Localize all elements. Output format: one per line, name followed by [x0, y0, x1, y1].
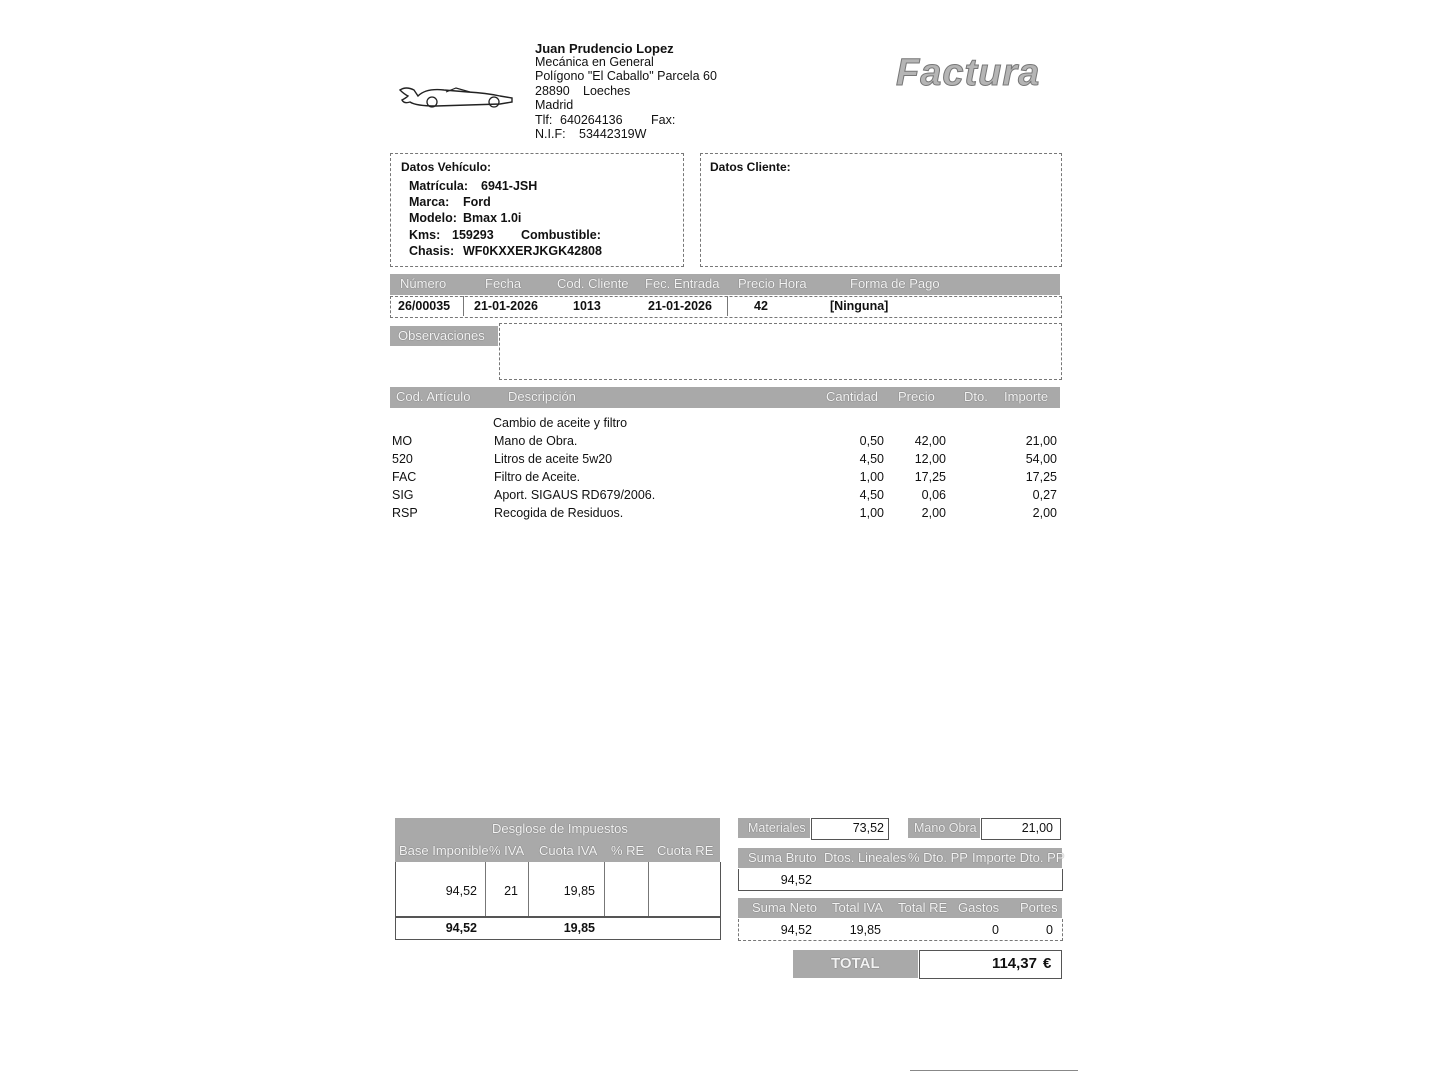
- marca-label: Marca:: [409, 195, 450, 209]
- total-re-label: Total RE: [898, 900, 948, 915]
- suma-neto-value: 94,52: [780, 923, 812, 937]
- summary-row2-header: [738, 848, 1065, 868]
- item-cantidad: 4,50: [859, 452, 884, 466]
- item-cantidad: 1,00: [859, 506, 884, 520]
- item-cantidad: 0,50: [859, 434, 884, 448]
- gastos-value: 0: [992, 923, 999, 937]
- item-desc: Litros de aceite 5w20: [494, 452, 613, 466]
- car-logo: [396, 82, 518, 110]
- gastos-label: Gastos: [958, 900, 1000, 915]
- suma-neto-label: Suma Neto: [752, 900, 818, 915]
- item-desc: Aport. SIGAUS RD679/2006.: [494, 488, 656, 502]
- tax-base-value: 94,52: [445, 884, 477, 898]
- dtos-lineales-label: Dtos. Lineales: [824, 850, 907, 865]
- item-precio: 12,00: [914, 452, 946, 466]
- forma-pago-value: [Ninguna]: [830, 299, 889, 313]
- chasis-value: WF0KXXERJKGK42808: [463, 244, 602, 258]
- items-col-desc: Descripción: [508, 389, 576, 404]
- portes-label: Portes: [1020, 900, 1058, 915]
- tax-col-base: Base Imponible: [399, 843, 489, 858]
- tax-col-iva-pct: % IVA: [489, 843, 525, 858]
- company-tlf: 640264136: [560, 113, 623, 127]
- item-cantidad: 1,00: [859, 470, 884, 484]
- tax-total-base: 94,52: [445, 921, 477, 935]
- client-section-title: Datos Cliente:: [710, 160, 791, 174]
- tax-col-cuota-iva: Cuota IVA: [539, 843, 598, 858]
- col-numero: Número: [400, 276, 447, 291]
- item-desc: Filtro de Aceite.: [494, 470, 581, 484]
- item-cantidad: 4,50: [859, 488, 884, 502]
- matricula-value: 6941-JSH: [481, 179, 538, 193]
- items-col-dto: Dto.: [964, 389, 988, 404]
- item-desc: Mano de Obra.: [494, 434, 578, 448]
- precio-hora-value: 42: [754, 299, 768, 313]
- numero-value: 26/00035: [398, 299, 451, 313]
- dto-pp-label: % Dto. PP: [908, 850, 968, 865]
- marca-value: Ford: [463, 195, 491, 209]
- suma-bruto-value: 94,52: [780, 873, 812, 887]
- cod-cliente-value: 1013: [573, 299, 601, 313]
- chasis-label: Chasis:: [409, 244, 455, 258]
- col-precio-hora: Precio Hora: [738, 276, 807, 291]
- company-activity: Mecánica en General: [535, 55, 654, 69]
- observaciones-label-bar: [390, 326, 498, 346]
- company-nif: 53442319W: [579, 127, 647, 141]
- tax-col-cuota-re: Cuota RE: [657, 843, 714, 858]
- document-title: Factura: [896, 52, 1041, 94]
- mano-obra-label: Mano Obra: [908, 818, 980, 838]
- col-forma-pago: Forma de Pago: [850, 276, 940, 291]
- invoice-header-bar: [390, 274, 1060, 295]
- tax-header-bar: [395, 818, 720, 862]
- observaciones-box: [499, 323, 1062, 380]
- item-desc: Recogida de Residuos.: [494, 506, 624, 520]
- vehicle-section-title: Datos Vehículo:: [401, 160, 492, 174]
- combustible-label: Combustible:: [521, 228, 601, 242]
- items-col-cod: Cod. Artículo: [396, 389, 471, 404]
- item-precio: 17,25: [914, 470, 946, 484]
- item-cod: FAC: [392, 470, 417, 484]
- modelo-value: Bmax 1.0i: [463, 211, 522, 225]
- materiales-label: Materiales: [738, 818, 810, 838]
- tax-cuota-iva-value: 19,85: [563, 884, 595, 898]
- items-col-importe: Importe: [1004, 389, 1049, 404]
- suma-bruto-label: Suma Bruto: [748, 850, 817, 865]
- item-cod: RSP: [392, 506, 418, 520]
- importe-dto-pp-label: Importe Dto. PP: [972, 850, 1065, 865]
- item-importe: 21,00: [1025, 434, 1057, 448]
- footer-line: [910, 1070, 1078, 1071]
- col-fecha: Fecha: [485, 276, 522, 291]
- total-value: 114,37: [991, 955, 1037, 972]
- item-cod: MO: [392, 434, 413, 448]
- modelo-label: Modelo:: [409, 211, 457, 225]
- tax-total-cuota-iva: 19,85: [563, 921, 595, 935]
- total-iva-label: Total IVA: [832, 900, 884, 915]
- kms-value: 159293: [452, 228, 494, 242]
- tax-col-re-pct: % RE: [611, 843, 645, 858]
- matricula-label: Matrícula:: [409, 179, 469, 193]
- total-label: TOTAL: [831, 955, 880, 972]
- materiales-value: 73,52: [852, 821, 884, 835]
- item-importe: 2,00: [1032, 506, 1057, 520]
- items-col-cantidad: Cantidad: [826, 389, 879, 404]
- item-precio: 2,00: [921, 506, 946, 520]
- col-cod-cliente: Cod. Cliente: [557, 276, 629, 291]
- company-nif-label: N.I.F:: [535, 127, 566, 141]
- company-fax-label: Fax:: [651, 113, 676, 127]
- company-address: Polígono "El Caballo" Parcela 60: [535, 69, 717, 83]
- item-cod: 520: [392, 452, 413, 466]
- tax-iva-pct-value: 21: [504, 884, 518, 898]
- fecha-value: 21-01-2026: [474, 299, 538, 313]
- fec-entrada-value: 21-01-2026: [648, 299, 712, 313]
- item-importe: 54,00: [1025, 452, 1057, 466]
- summary-row3-header: [738, 898, 1062, 918]
- portes-value: 0: [1046, 923, 1053, 937]
- company-city: Loeches: [583, 84, 631, 98]
- item-cod: SIG: [392, 488, 414, 502]
- item-precio: 42,00: [914, 434, 946, 448]
- item-importe: 17,25: [1025, 470, 1057, 484]
- items-col-precio: Precio: [898, 389, 935, 404]
- company-name: Juan Prudencio Lopez: [535, 41, 674, 56]
- tax-title: Desglose de Impuestos: [492, 821, 628, 836]
- total-currency: €: [1043, 955, 1052, 972]
- observaciones-label: Observaciones: [398, 328, 485, 343]
- items-header-bar: [390, 387, 1060, 408]
- col-fec-entrada: Fec. Entrada: [645, 276, 720, 291]
- item-precio: 0,06: [921, 488, 946, 502]
- item-importe: 0,27: [1032, 488, 1057, 502]
- items-group-title: Cambio de aceite y filtro: [493, 416, 628, 430]
- company-province: Madrid: [535, 98, 574, 112]
- company-postal-code: 28890: [535, 84, 570, 98]
- total-iva-value: 19,85: [849, 923, 881, 937]
- company-tlf-label: Tlf:: [535, 113, 553, 127]
- mano-obra-value: 21,00: [1021, 821, 1053, 835]
- kms-label: Kms:: [409, 228, 441, 242]
